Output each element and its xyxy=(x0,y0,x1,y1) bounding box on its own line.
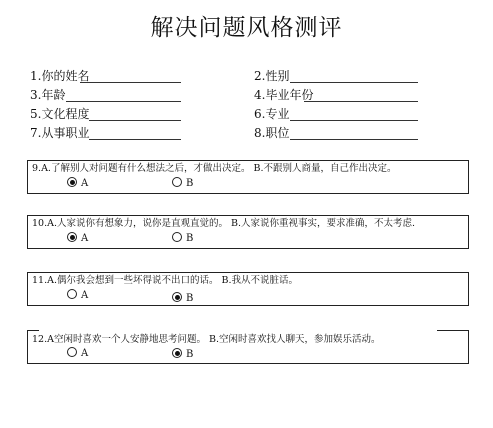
box-border xyxy=(27,330,39,331)
option-b[interactable] xyxy=(172,177,193,189)
box-border xyxy=(468,272,469,306)
box-border xyxy=(27,248,469,249)
option-b[interactable] xyxy=(172,348,193,360)
option-a-label: A xyxy=(81,290,89,301)
field-label-occupation: 7.从事职业 xyxy=(30,126,90,140)
option-b[interactable] xyxy=(172,232,193,244)
option-b-label: B xyxy=(186,233,194,244)
box-border xyxy=(468,215,469,249)
option-a[interactable] xyxy=(67,289,88,301)
box-border xyxy=(27,305,469,306)
box-border xyxy=(437,330,469,331)
option-a-label: A xyxy=(81,233,89,244)
question-text: 12.A空闲时喜欢一个人安静地思考问题。 B.空闲时喜欢找人聊天，参加娱乐活动。 xyxy=(32,334,381,345)
major-input[interactable] xyxy=(290,120,418,121)
box-border xyxy=(27,272,28,306)
option-b-label: B xyxy=(186,178,194,189)
education-input[interactable] xyxy=(89,120,181,121)
question-text: 11.A.偶尔我会想到一些坏得说不出口的话。 B.我从不说脏话。 xyxy=(32,275,299,286)
option-b-label: B xyxy=(186,293,194,304)
age-input[interactable] xyxy=(66,101,181,102)
field-label-age: 3.年龄 xyxy=(30,88,66,102)
box-border xyxy=(27,330,28,364)
option-a-label: A xyxy=(81,348,89,359)
field-label-gender: 2.性别 xyxy=(254,69,290,83)
question-text: 10.A.人家说你有想象力，说你是直观直觉的。 B.人家说你重视事实，要求准确，不太考虑. xyxy=(32,218,416,229)
question-11 xyxy=(27,272,469,306)
radio-icon[interactable] xyxy=(172,177,182,187)
radio-icon[interactable] xyxy=(67,289,77,299)
field-label-major: 6.专业 xyxy=(254,107,290,121)
option-a[interactable] xyxy=(67,177,88,189)
box-border xyxy=(468,160,469,194)
question-10 xyxy=(27,215,469,249)
radio-checked-icon[interactable] xyxy=(172,348,182,358)
graduation-year-input[interactable] xyxy=(304,101,418,102)
box-border xyxy=(27,193,469,194)
radio-checked-icon[interactable] xyxy=(67,232,77,242)
radio-icon[interactable] xyxy=(172,232,182,242)
page-title: 解决问题风格测评 xyxy=(150,15,343,41)
question-9 xyxy=(27,160,469,194)
option-b[interactable] xyxy=(172,292,193,304)
field-label-graduation-year: 4.毕业年份 xyxy=(254,88,314,102)
box-border xyxy=(27,160,28,194)
option-a[interactable] xyxy=(67,232,88,244)
field-label-name: 1.你的姓名 xyxy=(30,69,90,83)
field-label-education: 5.文化程度 xyxy=(30,107,90,121)
name-input[interactable] xyxy=(80,82,181,83)
box-border xyxy=(27,272,469,273)
question-12 xyxy=(27,330,469,364)
radio-checked-icon[interactable] xyxy=(172,292,182,302)
gender-input[interactable] xyxy=(290,82,418,83)
box-border xyxy=(27,215,469,216)
position-input[interactable] xyxy=(290,139,418,140)
question-text: 9.A.了解别人对问题有什么想法之后，才做出决定。 B.不跟别人商量，自己作出决定。 xyxy=(32,163,397,174)
radio-icon[interactable] xyxy=(67,347,77,357)
option-b-label: B xyxy=(186,349,194,360)
field-label-position: 8.职位 xyxy=(254,126,290,140)
box-border xyxy=(27,363,469,364)
box-border xyxy=(468,330,469,364)
occupation-input[interactable] xyxy=(89,139,181,140)
option-a-label: A xyxy=(81,178,89,189)
box-border xyxy=(27,215,28,249)
radio-checked-icon[interactable] xyxy=(67,177,77,187)
option-a[interactable] xyxy=(67,347,88,359)
box-border xyxy=(27,160,469,161)
